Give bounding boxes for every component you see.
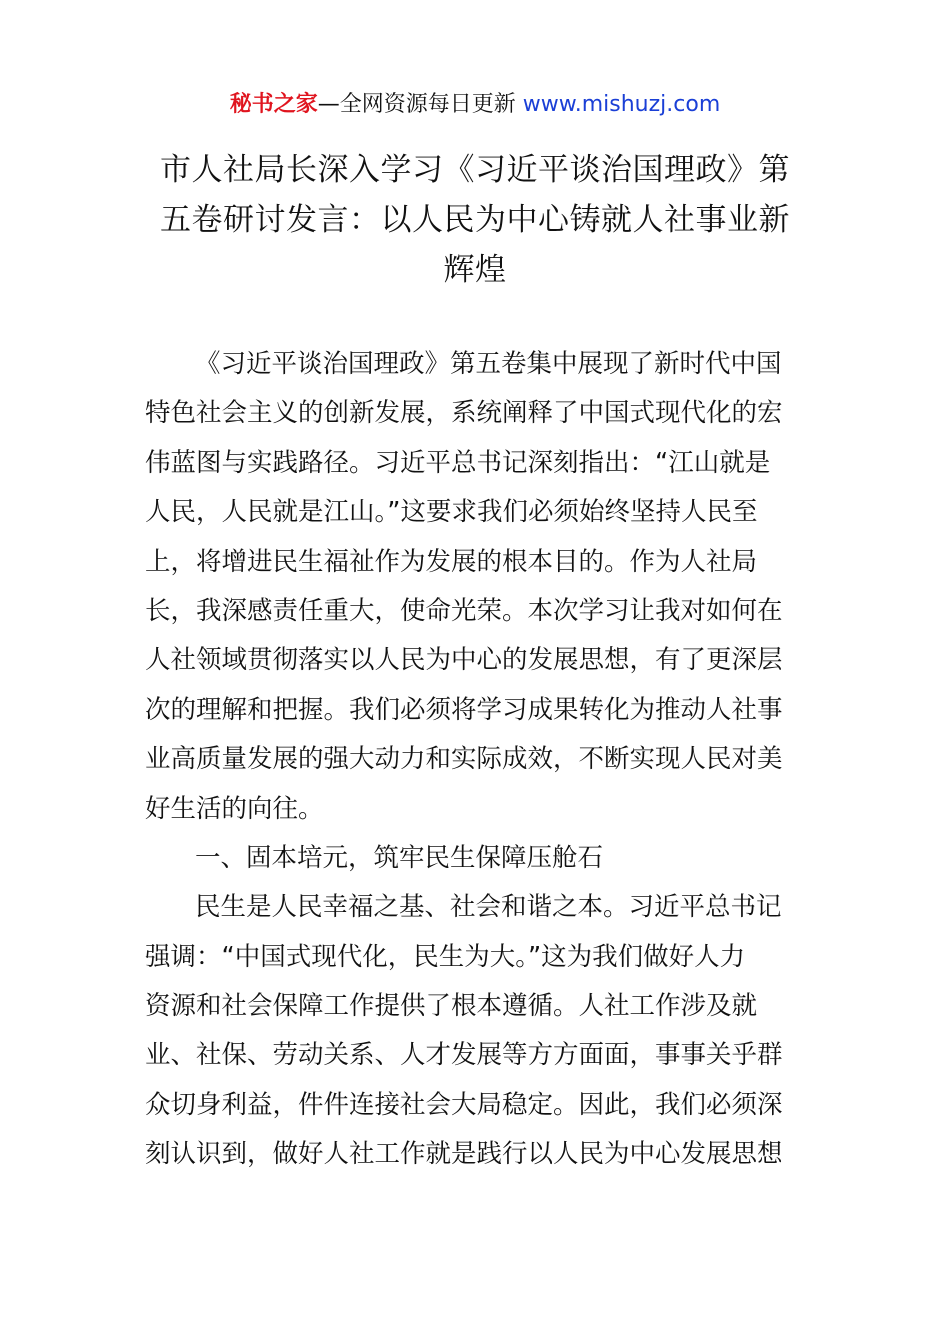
paragraph-line: 次的理解和把握。我们必须将学习成果转化为推动人社事 [145,694,783,725]
paragraph-line: 上，将增进民生福祉作为发展的根本目的。作为人社局 [145,546,758,577]
paragraph-line: 业、社保、劳动关系、人才发展等方方面面，事事关乎群 [145,1040,783,1071]
paragraph-line: 《习近平谈治国理政》第五卷集中展现了新时代中国 [195,349,782,379]
title-line: 市人社局长深入学习《习近平谈治国理政》第 [160,152,790,188]
paragraph-line: 民生是人民幸福之基、社会和谐之本。习近平总书记 [195,892,782,923]
site-header [0,88,950,122]
paragraph-line: 强调：“中国式现代化，民生为大。”这为我们做好人力 [145,941,746,972]
paragraph-line: 刻认识到，做好人社工作就是践行以人民为中心发展思想 [145,1139,783,1170]
paragraph-line: 长，我深感责任重大，使命光荣。本次学习让我对如何在 [145,595,783,626]
paragraph-line: 人社领域贯彻落实以人民为中心的发展思想，有了更深层 [145,645,783,676]
site-brand: 秘书之家 [229,92,318,117]
document-body [145,340,810,1180]
document-title [140,145,810,295]
paragraph-line: 好生活的向往。 [145,793,324,824]
paragraph-line: 业高质量发展的强大动力和实际成效，不断实现人民对美 [145,744,783,775]
paragraph-line: 特色社会主义的创新发展，系统阐释了中国式现代化的宏 [145,398,783,429]
title-line: 辉煌 [443,252,507,288]
site-tagline: —全网资源每日更新 [317,92,523,117]
section-heading: 一、固本培元，筑牢民生保障压舱石 [195,842,604,873]
paragraph-line: 伟蓝图与实践路径。习近平总书记深刻指出：“江山就是 [145,447,771,478]
site-url-link[interactable]: www.mishuzj.com [522,92,721,117]
title-line: 五卷研讨发言：以人民为中心铸就人社事业新 [160,202,790,238]
paragraph-line: 人民，人民就是江山。”这要求我们必须始终坚持人民至 [145,497,758,528]
paragraph-line: 众切身利益，件件连接社会大局稳定。因此，我们必须深 [145,1089,783,1120]
paragraph-line: 资源和社会保障工作提供了根本遵循。人社工作涉及就 [145,991,758,1022]
